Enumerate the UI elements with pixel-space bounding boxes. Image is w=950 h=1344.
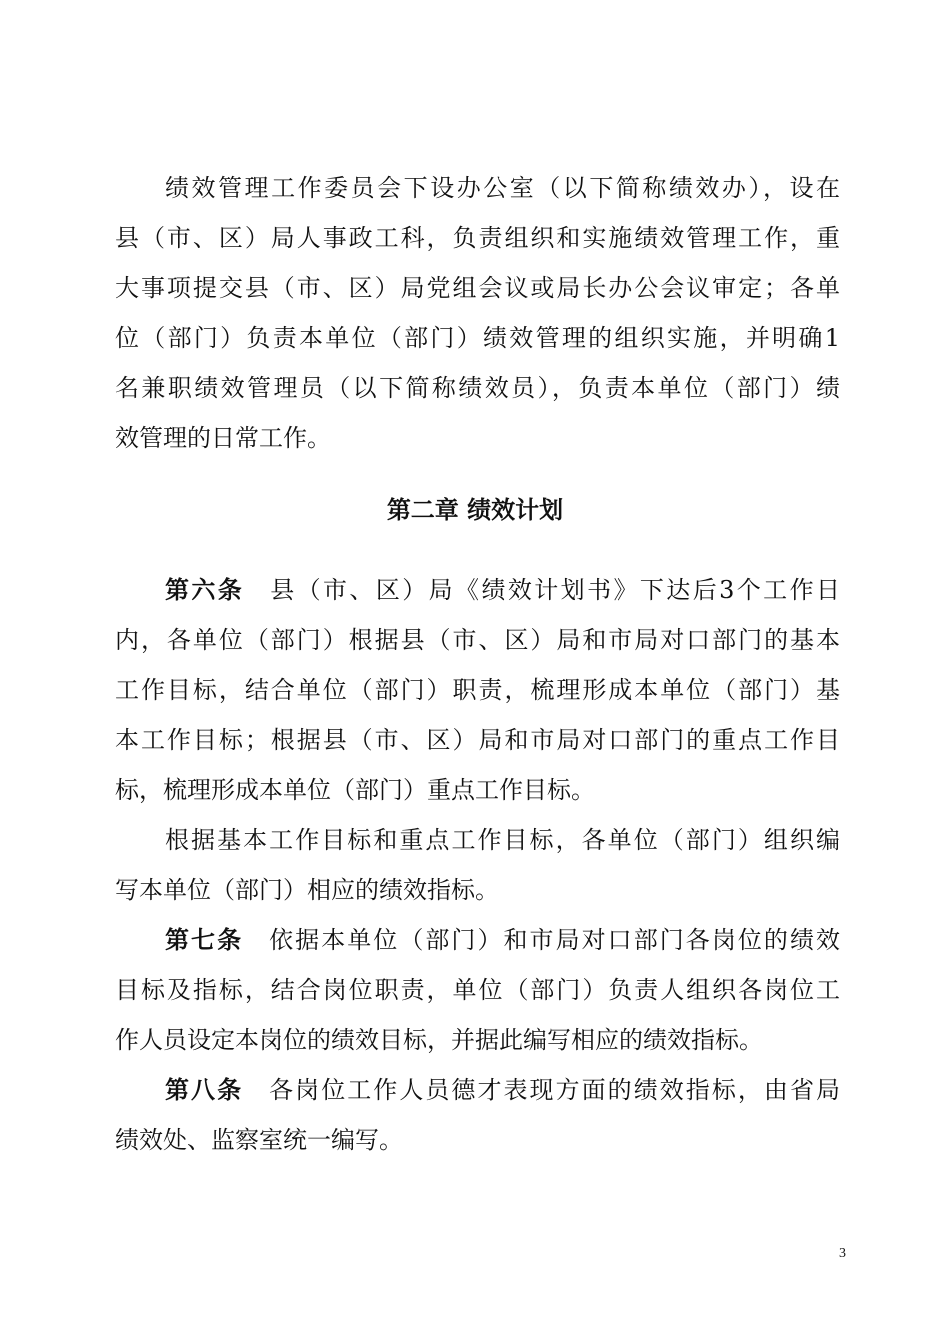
article-7-line-2: 目标及指标，结合岗位职责，单位（部门）负责人组织各岗位工 [115, 976, 840, 1004]
article-7-text-1: 依据本单位（部门）和市局对口部门各岗位的绩效 [269, 926, 840, 954]
article-6-followup-line-1: 根据基本工作目标和重点工作目标，各单位（部门）组织编 [165, 826, 840, 854]
article-7-line-1 [165, 915, 840, 965]
article-8-line-2: 绩效处、监察室统一编写。 [115, 1126, 403, 1154]
article-6-line-5: 标，梳理形成本单位（部门）重点工作目标。 [115, 776, 595, 804]
paragraph-1-line-5: 名兼职绩效管理员（以下简称绩效员），负责本单位（部门）绩 [115, 374, 840, 402]
paragraph-1-line-2: 县（市、区）局人事政工科，负责组织和实施绩效管理工作，重 [115, 224, 840, 252]
article-6-line-2: 内，各单位（部门）根据县（市、区）局和市局对口部门的基本 [115, 626, 840, 654]
article-8-label: 第八条 [165, 1076, 244, 1104]
article-6-followup-line-2: 写本单位（部门）相应的绩效指标。 [115, 876, 499, 904]
article-8-line-1 [165, 1065, 840, 1115]
article-8-text-1: 各岗位工作人员德才表现方面的绩效指标，由省局 [269, 1076, 840, 1104]
article-6-label: 第六条 [165, 576, 245, 604]
paragraph-1-line-4: 位（部门）负责本单位（部门）绩效管理的组织实施，并明确1 [115, 324, 840, 352]
article-6-line-4: 本工作目标；根据县（市、区）局和市局对口部门的重点工作目 [115, 726, 840, 754]
page-number: 3 [839, 1246, 846, 1261]
paragraph-1-line-3: 大事项提交县（市、区）局党组会议或局长办公会议审定；各单 [115, 274, 840, 302]
article-7-line-3: 作人员设定本岗位的绩效目标，并据此编写相应的绩效指标。 [115, 1026, 763, 1054]
article-6-line-3: 工作目标，结合单位（部门）职责，梳理形成本单位（部门）基 [115, 676, 840, 704]
paragraph-1-line-6: 效管理的日常工作。 [115, 424, 331, 452]
article-6-line-1 [165, 565, 840, 615]
article-6-text-1: 县（市、区）局《绩效计划书》下达后3个工作日 [270, 576, 840, 604]
paragraph-1-line-1: 绩效管理工作委员会下设办公室（以下简称绩效办），设在 [165, 174, 840, 202]
chapter-title: 第二章 绩效计划 [386, 496, 564, 524]
article-7-label: 第七条 [165, 926, 244, 954]
